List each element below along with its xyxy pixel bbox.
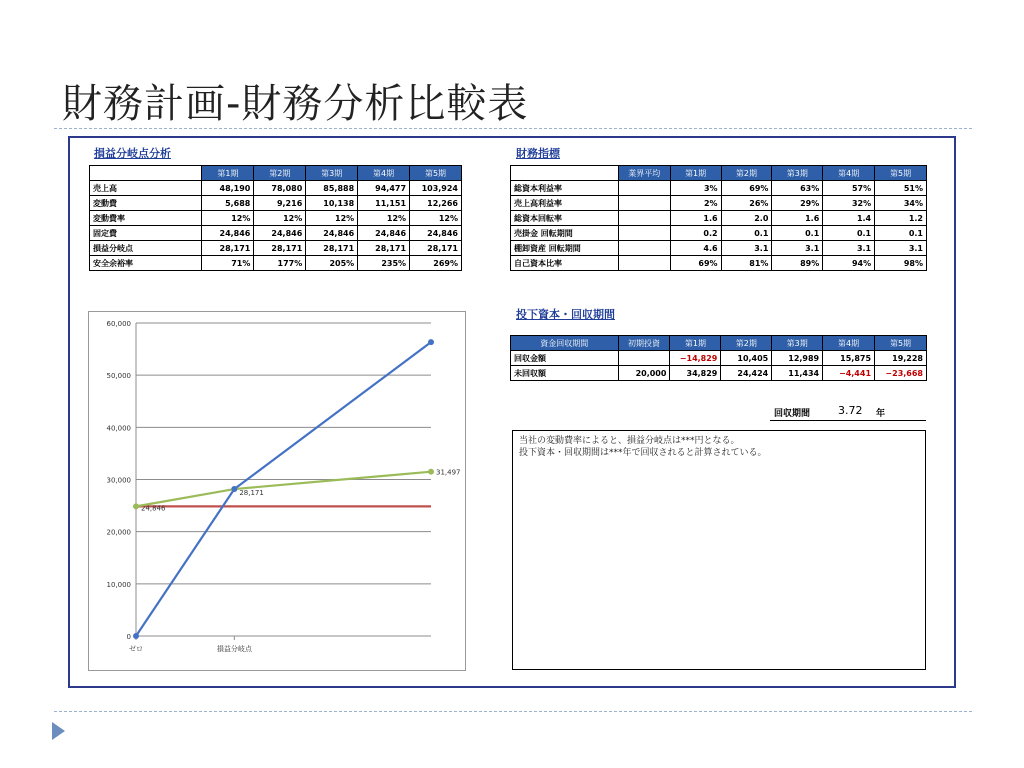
row-label: 売掛金 回転期間 [511,226,619,241]
table-cell: 32% [823,196,875,211]
payback-label: 回収期間 [774,409,811,419]
table-cell: 69% [670,256,721,271]
table-cell: 12,989 [772,351,823,366]
indicators-table [510,165,927,271]
breakeven-chart [88,311,466,671]
table-cell: 0.1 [823,226,875,241]
table-cell: 24,846 [254,226,306,241]
column-header: 第4期 [358,166,410,181]
table-cell [618,241,670,256]
table-cell: 12% [410,211,462,226]
y-tick-label: 10,000 [106,580,131,589]
data-point [428,339,434,345]
column-header: 第4期 [823,166,875,181]
column-header: 第4期 [823,336,875,351]
table-row [90,181,462,196]
breakeven-table [89,165,462,271]
table-cell: 24,846 [358,226,410,241]
table-cell [618,211,670,226]
table-row [511,241,927,256]
table-cell: 205% [306,256,358,271]
column-header: 第1期 [202,166,254,181]
table-cell: 3.1 [823,241,875,256]
table-row [90,226,462,241]
table-cell: 10,405 [721,351,772,366]
data-point [133,503,139,509]
table-row [90,241,462,256]
column-header: 第5期 [410,166,462,181]
column-header: 第5期 [875,336,927,351]
table-cell: 24,846 [202,226,254,241]
table-cell: 0.1 [772,226,823,241]
table-header-row [90,166,462,181]
row-label: 変動費率 [90,211,202,226]
column-header: 第2期 [721,166,772,181]
table-cell: 24,846 [306,226,358,241]
row-label: 損益分岐点 [90,241,202,256]
data-point [133,633,139,639]
table-cell: 94,477 [358,181,410,196]
y-tick-label: 40,000 [106,424,131,433]
table-cell: 15,875 [823,351,875,366]
comment-line-1: 当社の変動費率によると、損益分岐点は***円となる。 [519,436,740,446]
data-point [428,469,434,475]
table-row [90,211,462,226]
column-header: 資金回収期間 [511,336,619,351]
x-tick-label: ゼロ [129,645,143,653]
table-cell: 34% [875,196,927,211]
table-cell: 28,171 [358,241,410,256]
table-cell: 26% [721,196,772,211]
y-tick-label: 0 [126,633,131,641]
table-row [511,196,927,211]
data-label: 31,497 [436,468,461,477]
table-cell: 48,190 [202,181,254,196]
column-header: 第5期 [875,166,927,181]
row-label: 総資本利益率 [511,181,619,196]
column-header: 第2期 [721,336,772,351]
data-point [231,486,237,492]
table-cell: −23,668 [875,366,927,381]
table-cell: 12% [306,211,358,226]
row-label: 安全余裕率 [90,256,202,271]
row-label: 固定費 [90,226,202,241]
table-cell [618,181,670,196]
table-cell: 12% [358,211,410,226]
table-cell: 63% [772,181,823,196]
table-cell: 235% [358,256,410,271]
table-cell: 1.6 [670,211,721,226]
table-cell: −14,829 [670,351,721,366]
table-cell: 19,228 [875,351,927,366]
column-header: 第3期 [772,336,823,351]
payback-value: 3.72 [838,404,863,417]
table-cell: 57% [823,181,875,196]
table-cell: 81% [721,256,772,271]
y-tick-label: 30,000 [106,476,131,485]
table-cell: 12,266 [410,196,462,211]
row-label: 自己資本比率 [511,256,619,271]
table-cell: 28,171 [306,241,358,256]
comment-line-2: 投下資本・回収期間は***年で回収されると計算されている。 [519,448,767,458]
row-label: 総資本回転率 [511,211,619,226]
table-cell: 0.2 [670,226,721,241]
table-cell: 2.0 [721,211,772,226]
table-header-row [511,336,927,351]
column-header [511,166,619,181]
column-header: 第1期 [670,336,721,351]
table-cell: 69% [721,181,772,196]
table-cell: 28,171 [410,241,462,256]
series-line [136,472,431,507]
slide-title: 財務計画-財務分析比較表 [62,81,529,127]
table-cell: 2% [670,196,721,211]
table-cell: 1.4 [823,211,875,226]
row-label: 未回収額 [511,366,619,381]
column-header: 第3期 [306,166,358,181]
table-cell: 11,151 [358,196,410,211]
table-cell: 3.1 [875,241,927,256]
table-row [511,366,927,381]
indicators-section-title: 財務指標 [516,147,560,160]
y-tick-label: 50,000 [106,372,131,381]
table-row [90,256,462,271]
column-header: 第2期 [254,166,306,181]
table-cell: 3.1 [772,241,823,256]
table-cell: 24,846 [410,226,462,241]
table-cell: 12% [254,211,306,226]
column-header: 初期投資 [618,336,670,351]
series-line [136,342,431,636]
table-cell: 1.6 [772,211,823,226]
table-cell: 10,138 [306,196,358,211]
table-cell: 3.1 [721,241,772,256]
table-cell: 78,080 [254,181,306,196]
y-tick-label: 60,000 [106,320,131,328]
table-cell: 9,216 [254,196,306,211]
table-cell: 177% [254,256,306,271]
payback-unit: 年 [876,409,886,419]
table-cell: 34,829 [670,366,721,381]
column-header: 第1期 [670,166,721,181]
table-cell [618,351,670,366]
table-cell: 71% [202,256,254,271]
data-label: 24,846 [141,504,166,513]
table-cell: 28,171 [254,241,306,256]
table-header-row [511,166,927,181]
table-row [511,211,927,226]
table-cell: 1.2 [875,211,927,226]
table-cell: 5,688 [202,196,254,211]
chart-svg [89,312,465,670]
table-cell [618,196,670,211]
table-cell: 12% [202,211,254,226]
table-cell: 85,888 [306,181,358,196]
table-row [511,351,927,366]
column-header: 業界平均 [618,166,670,181]
table-cell: 0.1 [875,226,927,241]
breakeven-section-title: 損益分岐点分析 [94,147,171,160]
table-cell: 3% [670,181,721,196]
investment-table [510,335,927,381]
table-cell: 0.1 [721,226,772,241]
table-cell: 11,434 [772,366,823,381]
row-label: 変動費 [90,196,202,211]
table-cell: 94% [823,256,875,271]
table-cell [618,256,670,271]
bullet-triangle-icon [52,722,65,740]
table-cell: −4,441 [823,366,875,381]
table-cell: 103,924 [410,181,462,196]
row-label: 売上高利益率 [511,196,619,211]
table-cell: 4.6 [670,241,721,256]
table-cell: 24,424 [721,366,772,381]
table-cell: 20,000 [618,366,670,381]
investment-section-title: 投下資本・回収期間 [516,308,615,321]
comment-box [512,430,926,670]
x-tick-label: 損益分岐点 [216,645,252,653]
table-row [511,256,927,271]
table-cell: 29% [772,196,823,211]
data-label: 28,171 [239,489,264,498]
row-label: 回収金額 [511,351,619,366]
payback-period [770,406,926,421]
table-cell: 89% [772,256,823,271]
y-tick-label: 20,000 [106,528,131,537]
bottom-divider [54,711,972,712]
table-cell: 51% [875,181,927,196]
table-cell [618,226,670,241]
table-cell: 98% [875,256,927,271]
table-cell: 28,171 [202,241,254,256]
top-divider [54,128,972,129]
table-row [90,196,462,211]
row-label: 売上高 [90,181,202,196]
table-cell: 269% [410,256,462,271]
column-header: 第3期 [772,166,823,181]
column-header [90,166,202,181]
table-row [511,181,927,196]
row-label: 棚卸資産 回転期間 [511,241,619,256]
table-row [511,226,927,241]
